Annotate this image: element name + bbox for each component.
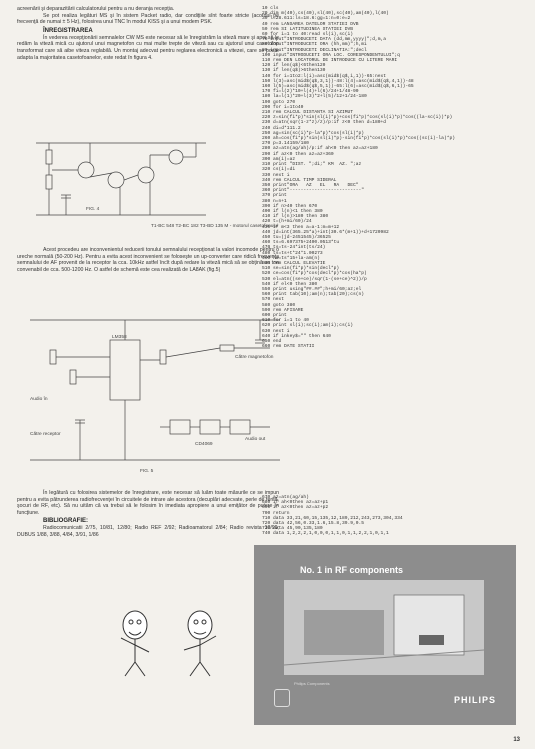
code-line: 470 ts=ts-24*int(ts/24): [262, 245, 326, 251]
gate: [230, 420, 250, 434]
fig5-label-recorder: Către magnetofon: [235, 355, 274, 360]
resistor: [220, 345, 234, 351]
code-line: 380 n=n+1: [262, 198, 287, 204]
code-line: 350 print"ORA AZ EL RA DEC": [262, 182, 359, 188]
code-line: 530 el=atn((se+ce)/sqr(1-(se+ce)^2))/p: [262, 276, 367, 282]
paragraph-4: Acest procedeu are inconvenientul reducerii tonului semnalului recepţionat la valori incomode pentru o ureche normală (50-200 Hz). Pentru a evita acest inconvenient se foloseşte un up-converter care ridică frecvenţa semnalului de AF provenit de la receptor la cca. 10kHz astfel încît după redare la viteză mică să se obţină un ton convenabil de cca. 500-1200 Hz. O astfel de schemă este cea realizată de LA8AK (fig.5): [17, 247, 279, 273]
code-line: 100 input"INTRODUCETI ORA LOC. CORESPONDENTULUI";q: [262, 52, 400, 58]
code-line: 180 la=l(1)*20+l(3)*2+l(5)/12+1/24-180: [262, 94, 367, 100]
fig5-label-lm358: LM358: [112, 335, 127, 340]
code-line: 330 next i: [262, 172, 290, 178]
paragraph-5: În legătură cu folosirea sistemelor de înregistrare, este necesar să luăm toate măsurile ce se impun pentru a evita pătrunderea radiofrecvenţei în circuitele de intrare ale acestora (decuplări adecvate, perle de ferită, şocuri de RF, etc). Să nu uităm că va trebui să le folosim în imediata apropiere a unui emiţător de putere în funcţiune.: [17, 490, 279, 516]
resistor: [50, 350, 56, 364]
code-line: 560 print tab(10);am(n);tab(20);cs(n): [262, 292, 364, 298]
ad-title: No. 1 in RF components: [300, 565, 404, 575]
code-line: 110 rem DEN LOCATORUL DE INTRODUCE CU LITERE MARI: [262, 58, 398, 64]
code-line: 480 ts=ts+t*24*1.00273: [262, 250, 323, 256]
ic-lm358: [110, 340, 140, 400]
code-line: 190 goto 270: [262, 99, 296, 105]
code-line: 430 if m<3 then a=a-1:m=m+12: [262, 224, 340, 230]
cartoon-character-right-icon: [170, 600, 230, 680]
fig5-label-cd4069: CD4069: [195, 442, 213, 447]
code-line: 660 rem DATE STATII: [262, 344, 315, 350]
transistor-t1: [78, 162, 94, 178]
code-line: 440 jd=int(365.25*a)+int(30.6*(m+1))+d+1720982: [262, 229, 389, 235]
code-line: 130 if len(q$)>6then130: [262, 68, 326, 74]
section-heading-recording: ÎNREGISTRAREA: [43, 27, 93, 34]
resistor: [46, 175, 52, 189]
paragraph-2: Se pot realiza legături MS şi în sistem Packet radio, dar condiţiile sînt foarte stricte (acordul pe frecvenţă de numai ± 5 Hz), folosirea unui TNC în modul KISS şi a unui modem PSK.: [17, 12, 279, 26]
section-heading-bibliography: BIBLIOGRAFIE:: [43, 518, 88, 525]
code-line: 640 if inkey$="" then 640: [262, 333, 331, 339]
code-line: 10 cls: [262, 6, 279, 11]
code-line: 490 ha=ts*15+la-am(n): [262, 255, 320, 261]
code-line: 320 cs(i)=di: [262, 167, 296, 173]
gate: [170, 420, 190, 434]
code-line: 550 print using"##.##";h+mi/60;az;el: [262, 286, 362, 292]
paragraph-3: În vederea recepţionării semnalelor CW MS este necesar să le înregistrăm la viteză mare şi apoi să le redăm la viteză mică cu ajutorul unui magnetofon cu mai multe trepte de viteză sau cu ajutorul unui casetofon transformat care să aibe viteza reglabilă. Un montaj adecvat pentru reglarea electronică a vitezei, care se poate adapta la majoritatea casetofoanelor, este redat în figura 4.: [17, 34, 279, 61]
code-line: 60 for i=1 to 40:read sl(i),sc(i): [262, 32, 353, 38]
code-line: 310 print "DIST. ";di;" KM AZ. ";az: [262, 162, 362, 168]
fig5-label-audio-in: Audio în: [30, 397, 48, 402]
code-line: 210 rem CALCUL DISTANTA SI AZIMUT: [262, 110, 353, 116]
code-line: 50 rem SI LATITUDINEA STATIEI DVB: [262, 26, 353, 32]
philips-shield-icon: [274, 689, 290, 707]
code-line: 230 d=atn(sqr(1-z*z)/z)/p:if z<0 then d=180+d: [262, 120, 387, 126]
code-line: 280 az=atn(ag/ah)/p:if ah<0 then az=az+180: [262, 146, 378, 152]
code-line: 600 print: [262, 312, 287, 318]
code-line: 80 input"INTRODUCETI ORA (hh,mm)";h,mi: [262, 42, 367, 48]
transistor-t3: [138, 167, 154, 183]
code-line: 390 if n>40 then 670: [262, 203, 318, 209]
code-line: 500 rem CALCUL ELEVATIE: [262, 260, 326, 266]
basic-program-listing-continued: [262, 495, 522, 537]
code-line: 160 l(5)=asc(mid$(q$,5,1))-65:l(6)=asc(mid$(q$,6,1))-65: [262, 84, 414, 90]
resistor: [160, 350, 166, 364]
figure-5-schematic: [20, 310, 284, 478]
code-line: 260 ah=cos(fi*p)*sin(sl(i)*p)-sin(fi*p)*cos(sl(i)*p)*cos((sc(i)-la)*p): [262, 136, 455, 142]
code-line: 200 for i=1to40: [262, 104, 304, 110]
code-line: 170 fi=l(2)*10+l(4)+l(6)/24+1/48-90: [262, 89, 359, 95]
gate: [200, 420, 220, 434]
code-line: 300 am(i)=az: [262, 156, 296, 162]
code-line: 150 l(3)=asc(mid$(q$,3,1))-48:l(4)=asc(mid$(q$,4,1))-48: [262, 78, 414, 84]
resistor: [70, 370, 76, 384]
code-line: 120 if len(q$)<6then120: [262, 63, 326, 69]
page-number: 13: [513, 737, 520, 743]
code-line: 140 for i=1to2:l(i)=asc(mid$(q$,i,1))-65:next: [262, 73, 387, 79]
article-text-bottom: [17, 490, 279, 539]
code-line: 70 input"INTRODUCETI DATA (dd,mm,yyyy)";d,m,a: [262, 37, 387, 43]
code-line: 20 dim m(40),cs(40),sl(40),sc(40),am(40),l(40): [262, 11, 389, 17]
code-line: 610 for i=1 to 40: [262, 318, 309, 324]
fig5-caption: FIG. 5: [140, 469, 154, 474]
code-line: 630 next i: [262, 328, 290, 334]
code-line: 90 input"INTRODUCETI DECLINATIA:";decl: [262, 47, 367, 53]
code-line: 730 data 45,90,135,180: [262, 526, 323, 532]
code-line: 620 print sl(i);sc(i);am(i);cs(i): [262, 323, 353, 329]
code-line: 420 t=(h+mi/60)/24: [262, 219, 312, 225]
code-line: 670 az=atn(ag/ah): [262, 495, 309, 500]
motor-symbol: [169, 150, 183, 164]
paragraph-1: acreenării şi deparazitării calculatorului pentru a nu deranja recepţia.: [17, 6, 175, 12]
code-line: 360 print"--------------------------": [262, 188, 364, 194]
article-text-top: [17, 6, 279, 61]
code-line: 680 if ah<0then az=az+p1: [262, 500, 329, 506]
code-line: 510 se=sin(fi*p)*sin(decl*p): [262, 266, 340, 272]
resistor: [46, 150, 52, 164]
ad-small-text: Philips Components: [294, 681, 330, 686]
philips-advertisement: [254, 545, 516, 725]
code-line: 710 data 33,21,60,15,135,12,189,212,243,273,304,334: [262, 515, 403, 521]
code-line: 270 p=3.14159/180: [262, 141, 309, 147]
code-line: 340 rem CALCUL TIMP SIDERAL: [262, 177, 337, 183]
cartoon-character-left-icon: [105, 600, 165, 680]
code-line: 450 tu=(jd-2451545)/36525: [262, 234, 331, 240]
ad-photo-illustration: [284, 580, 484, 675]
code-line: 30 l=28.611:ls=18.6:gg=1:n=0:e=2: [262, 16, 351, 22]
code-line: 570 next: [262, 297, 285, 303]
code-line: 520 ce=cos(fi*p)*cos(decl*p)*cos(ha*p): [262, 271, 367, 277]
fig5-label-receiver: Către receptor: [30, 432, 61, 437]
fig4-note: [151, 223, 278, 229]
code-line: 740 data 1,2,2,2,1,0,0,0,1,1,0,1,1,2,2,1,0,1,1: [262, 531, 389, 537]
code-line: 400 if l(n)<1 then 380: [262, 208, 323, 214]
transistor-t2: [108, 172, 124, 188]
ad-brand: PHILIPS: [453, 695, 496, 705]
code-line: 460 ts=6.697375+2400.0513*tu: [262, 240, 340, 246]
code-line: 290 if az<0 then az=az+360: [262, 151, 334, 157]
fig5-label-audio-out: Audio out: [245, 437, 266, 442]
basic-program-listing: [262, 6, 522, 349]
fig4-note-line: T1-BC 548 T2-BC 182 T3-BD 135 M - motorul casetofonului: [151, 224, 279, 229]
code-line: 720 data 42,56,0.33,1.6,15.8,39.9,0.5: [262, 521, 364, 527]
code-line: 650 end: [262, 339, 282, 344]
code-line: 240 di=d*111.2: [262, 125, 301, 131]
article-text-middle: [17, 247, 279, 273]
code-line: 590 rem AFISARE: [262, 307, 304, 313]
code-line: 40 rem LANSAREA DATELOR STATIEI DVB: [262, 21, 359, 27]
code-line: 250 ag=sin(sc(i)*p-la*p)*cos(sl(i)*p): [262, 130, 364, 136]
code-line: 540 if el<0 then 380: [262, 281, 318, 287]
paragraph-6: Radiocomunicatii 2/75, 10/81, 12/80; Radio REF 2/92; Radioamatorul 2/84; Radio revista 10/99; DUBUS 1/88, 3/88, 4/84, 3/91, 1/86: [17, 525, 279, 538]
code-line: 370 print: [262, 193, 287, 199]
code-line: 580 goto 380: [262, 302, 296, 308]
code-line: 700 return: [262, 510, 290, 516]
fig4-caption: FIG. 4: [86, 207, 100, 212]
code-line: 690 if az<0then az=az+p2: [262, 505, 329, 511]
code-line: 220 z=sin(fi*p)*sin(sl(i)*p)+cos(fi*p)*cos(sl(i)*p)*cos((la-sc(i))*p): [262, 115, 453, 121]
code-line: 410 if l(n)>180 then 380: [262, 214, 329, 220]
ad-product-photo: [284, 580, 484, 675]
